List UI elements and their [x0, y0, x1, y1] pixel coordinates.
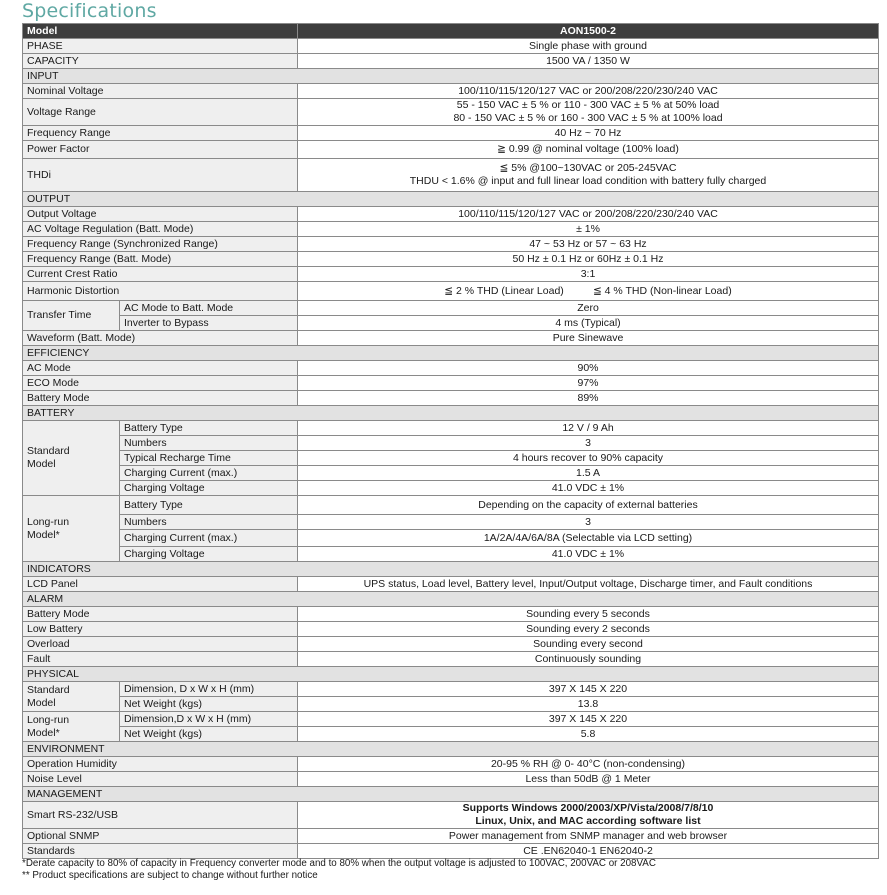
waveform-label: Waveform (Batt. Mode)	[23, 331, 298, 346]
section-header	[23, 406, 879, 421]
numbers-label: Numbers	[120, 436, 298, 451]
harmonic-value: ≦ 2 % THD (Linear Load) ≦ 4 % THD (Non-linear Load)	[298, 282, 879, 301]
charging-voltage-value: 41.0 VDC ± 1%	[298, 481, 879, 496]
efficiency-section: EFFICIENCY	[23, 346, 879, 361]
noise-label: Noise Level	[23, 772, 298, 787]
label-line: Long-run	[27, 713, 70, 726]
label-line: Long-run	[27, 515, 70, 528]
section-header	[23, 562, 879, 577]
transfer-time-label: Transfer Time	[23, 301, 120, 331]
phase-value: Single phase with ground	[298, 39, 879, 54]
standards-value: CE .EN62040-1 EN62040-2	[298, 844, 879, 859]
table-row	[23, 530, 879, 547]
low-battery-value: Sounding every 2 seconds	[298, 622, 879, 637]
label-line: Model	[27, 696, 56, 709]
section-header	[23, 742, 879, 757]
charging-current-label: Charging Current (max.)	[120, 530, 298, 547]
power-factor-label: Power Factor	[23, 141, 298, 159]
power-factor-value: ≧ 0.99 @ nominal voltage (100% load)	[298, 141, 879, 159]
inv-to-bypass-label: Inverter to Bypass	[120, 316, 298, 331]
battery-type-value: Depending on the capacity of external batteries	[298, 496, 879, 515]
fault-value: Continuously sounding	[298, 652, 879, 667]
table-row	[23, 376, 879, 391]
footnote: ** Product specifications are subject to change without further notice	[22, 870, 318, 881]
inv-to-bypass-value: 4 ms (Typical)	[298, 316, 879, 331]
standard-model-label	[23, 421, 120, 496]
section-header	[23, 69, 879, 84]
table-row	[23, 207, 879, 222]
thdi-value	[298, 159, 879, 192]
thdi-line: THDU < 1.6% @ input and full linear load condition with battery fully charged	[409, 175, 767, 187]
charging-voltage-label: Charging Voltage	[120, 481, 298, 496]
frequency-range-value: 40 Hz ~ 70 Hz	[298, 126, 879, 141]
charging-current-label: Charging Current (max.)	[120, 466, 298, 481]
table-row	[23, 282, 879, 301]
table-row	[23, 222, 879, 237]
dimension-label: Dimension, D x W x H (mm)	[120, 682, 298, 697]
table-row	[23, 727, 879, 742]
table-row	[23, 802, 879, 829]
section-header	[23, 787, 879, 802]
section-header	[23, 592, 879, 607]
dimension-value: 397 X 145 X 220	[298, 682, 879, 697]
humidity-label: Operation Humidity	[23, 757, 298, 772]
table-row	[23, 421, 879, 436]
charging-voltage-label: Charging Voltage	[120, 547, 298, 562]
freq-batt-value: 50 Hz ± 0.1 Hz or 60Hz ± 0.1 Hz	[298, 252, 879, 267]
table-row	[23, 391, 879, 406]
overload-label: Overload	[23, 637, 298, 652]
footnotes	[22, 858, 656, 882]
output-voltage-value: 100/110/115/120/127 VAC or 200/208/220/230/240 VAC	[298, 207, 879, 222]
numbers-value: 3	[298, 436, 879, 451]
table-row	[23, 652, 879, 667]
crest-ratio-value: 3:1	[298, 267, 879, 282]
charging-current-value: 1A/2A/4A/6A/8A (Selectable via LCD setting)	[298, 530, 879, 547]
label-line: Standard	[27, 445, 70, 457]
frequency-range-label: Frequency Range	[23, 126, 298, 141]
fault-label: Fault	[23, 652, 298, 667]
ac-regulation-label: AC Voltage Regulation (Batt. Mode)	[23, 222, 298, 237]
charging-current-value: 1.5 A	[298, 466, 879, 481]
table-row	[23, 481, 879, 496]
harmonic-label: Harmonic Distortion	[23, 282, 298, 301]
table-row	[23, 515, 879, 530]
table-row	[23, 159, 879, 192]
alarm-section: ALARM	[23, 592, 879, 607]
table-row	[23, 361, 879, 376]
net-weight-value: 5.8	[298, 727, 879, 742]
capacity-label: CAPACITY	[23, 54, 298, 69]
overload-value: Sounding every second	[298, 637, 879, 652]
recharge-label: Typical Recharge Time	[120, 451, 298, 466]
section-header	[23, 346, 879, 361]
ac-regulation-value: ± 1%	[298, 222, 879, 237]
lcd-panel-label: LCD Panel	[23, 577, 298, 592]
table-row	[23, 237, 879, 252]
charging-voltage-value: 41.0 VDC ± 1%	[298, 547, 879, 562]
smart-label: Smart RS-232/USB	[23, 802, 298, 829]
table-row	[23, 301, 879, 316]
thdi-line: ≦ 5% @100~130VAC or 205-245VAC	[499, 162, 677, 174]
battery-mode-eff-value: 89%	[298, 391, 879, 406]
indicators-section: INDICATORS	[23, 562, 879, 577]
freq-sync-value: 47 ~ 53 Hz or 57 ~ 63 Hz	[298, 237, 879, 252]
dimension-value: 397 X 145 X 220	[298, 712, 879, 727]
alarm-battery-mode-value: Sounding every 5 seconds	[298, 607, 879, 622]
noise-value: Less than 50dB @ 1 Meter	[298, 772, 879, 787]
label-line: Model	[27, 458, 56, 470]
table-row	[23, 316, 879, 331]
snmp-label: Optional SNMP	[23, 829, 298, 844]
table-row	[23, 466, 879, 481]
table-row	[23, 141, 879, 159]
smart-line: Supports Windows 2000/2003/XP/Vista/2008/7/8/10	[462, 802, 714, 814]
low-battery-label: Low Battery	[23, 622, 298, 637]
ac-to-batt-value: Zero	[298, 301, 879, 316]
page-title: Specifications	[22, 0, 157, 22]
freq-batt-label: Frequency Range (Batt. Mode)	[23, 252, 298, 267]
voltage-range-line: 80 - 150 VAC ± 5 % or 160 - 300 VAC ± 5 % at 100% load	[453, 112, 723, 124]
table-row	[23, 252, 879, 267]
nominal-voltage-value: 100/110/115/120/127 VAC or 200/208/220/230/240 VAC	[298, 84, 879, 99]
snmp-value: Power management from SNMP manager and web browser	[298, 829, 879, 844]
crest-ratio-label: Current Crest Ratio	[23, 267, 298, 282]
voltage-range-label: Voltage Range	[23, 99, 298, 126]
freq-sync-label: Frequency Range (Synchronized Range)	[23, 237, 298, 252]
lcd-panel-value: UPS status, Load level, Battery level, Input/Output voltage, Discharge timer, and Fault conditions	[298, 577, 879, 592]
standards-label: Standards	[23, 844, 298, 859]
longrun-model-label	[23, 496, 120, 562]
table-row	[23, 331, 879, 346]
battery-type-value: 12 V / 9 Ah	[298, 421, 879, 436]
table-row	[23, 24, 879, 39]
smart-value	[298, 802, 879, 829]
smart-line: Linux, Unix, and MAC according software list	[475, 815, 701, 827]
table-row	[23, 682, 879, 697]
thdi-label: THDi	[23, 159, 298, 192]
table-row	[23, 829, 879, 844]
battery-section: BATTERY	[23, 406, 879, 421]
voltage-range-line: 55 - 150 VAC ± 5 % or 110 - 300 VAC ± 5 % at 50% load	[456, 99, 720, 111]
table-row	[23, 126, 879, 141]
table-row	[23, 637, 879, 652]
table-row	[23, 451, 879, 466]
net-weight-value: 13.8	[298, 697, 879, 712]
ac-mode-label: AC Mode	[23, 361, 298, 376]
battery-type-label: Battery Type	[120, 421, 298, 436]
battery-type-label: Battery Type	[120, 496, 298, 515]
label-line: Model*	[27, 528, 60, 541]
table-row	[23, 712, 879, 727]
alarm-battery-mode-label: Battery Mode	[23, 607, 298, 622]
output-voltage-label: Output Voltage	[23, 207, 298, 222]
physical-section: PHYSICAL	[23, 667, 879, 682]
table-row	[23, 577, 879, 592]
numbers-value: 3	[298, 515, 879, 530]
capacity-value: 1500 VA / 1350 W	[298, 54, 879, 69]
table-row	[23, 844, 879, 859]
input-section: INPUT	[23, 69, 879, 84]
table-row	[23, 622, 879, 637]
waveform-value: Pure Sinewave	[298, 331, 879, 346]
table-row	[23, 607, 879, 622]
environment-section: ENVIRONMENT	[23, 742, 879, 757]
table-row	[23, 84, 879, 99]
table-row	[23, 267, 879, 282]
battery-mode-eff-label: Battery Mode	[23, 391, 298, 406]
table-row	[23, 772, 879, 787]
management-section: MANAGEMENT	[23, 787, 879, 802]
physical-standard-label	[23, 682, 120, 712]
eco-mode-label: ECO Mode	[23, 376, 298, 391]
table-row	[23, 436, 879, 451]
label-line: Standard	[27, 683, 70, 696]
voltage-range-value	[298, 99, 879, 126]
section-header	[23, 667, 879, 682]
eco-mode-value: 97%	[298, 376, 879, 391]
table-row	[23, 39, 879, 54]
recharge-value: 4 hours recover to 90% capacity	[298, 451, 879, 466]
specifications-table	[22, 23, 879, 859]
table-row	[23, 697, 879, 712]
table-row	[23, 99, 879, 126]
table-row	[23, 496, 879, 515]
net-weight-label: Net Weight (kgs)	[120, 727, 298, 742]
section-header	[23, 192, 879, 207]
footnote: *Derate capacity to 80% of capacity in Frequency converter mode and to 80% when the output voltage is adjusted to 100VAC, 200VAC or 208VAC	[22, 858, 656, 869]
dimension-label: Dimension,D x W x H (mm)	[120, 712, 298, 727]
model-label: Model	[23, 24, 298, 39]
humidity-value: 20-95 % RH @ 0- 40°C (non-condensing)	[298, 757, 879, 772]
nominal-voltage-label: Nominal Voltage	[23, 84, 298, 99]
ac-to-batt-label: AC Mode to Batt. Mode	[120, 301, 298, 316]
table-row	[23, 547, 879, 562]
label-line: Model*	[27, 726, 60, 739]
table-row	[23, 54, 879, 69]
net-weight-label: Net Weight (kgs)	[120, 697, 298, 712]
ac-mode-value: 90%	[298, 361, 879, 376]
output-section: OUTPUT	[23, 192, 879, 207]
numbers-label: Numbers	[120, 515, 298, 530]
model-value: AON1500-2	[298, 24, 879, 39]
table-row	[23, 757, 879, 772]
phase-label: PHASE	[23, 39, 298, 54]
physical-longrun-label	[23, 712, 120, 742]
